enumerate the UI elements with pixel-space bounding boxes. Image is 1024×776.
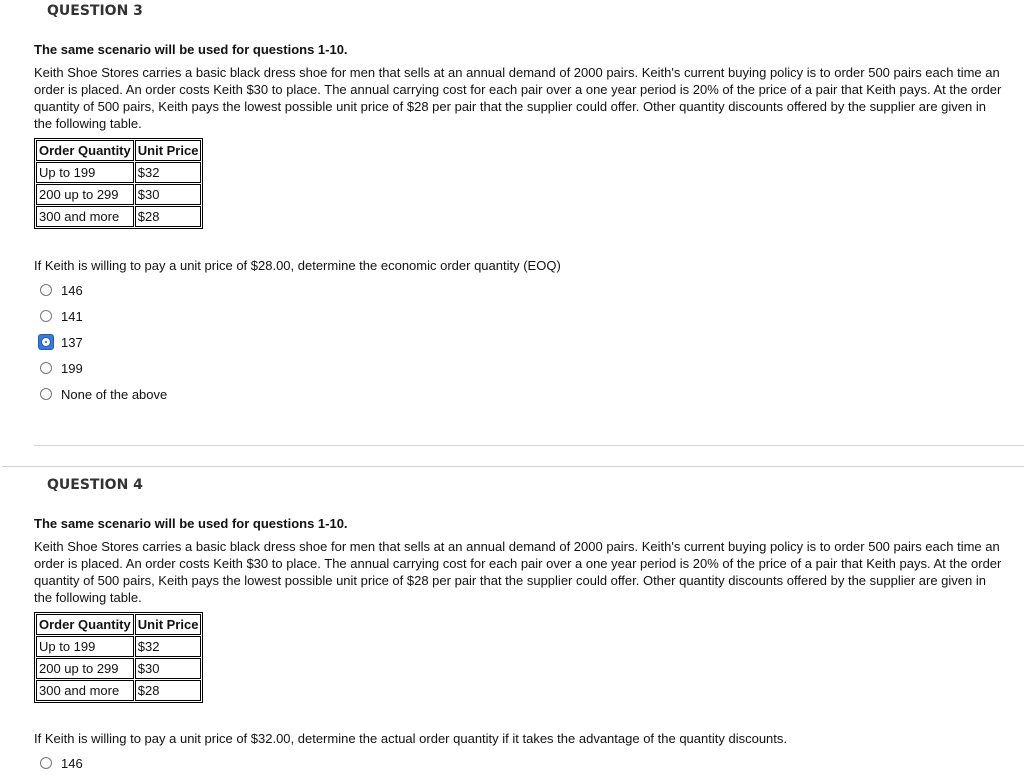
table-row: [36, 162, 201, 183]
table-cell: Up to 199: [36, 162, 134, 183]
question-4-paragraph: Keith Shoe Stores carries a basic black dress shoe for men that sells at an annual demand of 2000 pairs. Keith's current buying policy is to order 500 pairs each time an order is placed. An order costs Keith $30 to place. The annual carrying cost for each pair over a one year period is 20% of the price of a pair that Keith pays. At the order quantity of 500 pairs, Keith pays the lowest possible unit price of $28 per pair that the supplier could offer. Other quantity discounts offered by the supplier are given in the following table.: [34, 539, 1002, 605]
radio-button[interactable]: [40, 284, 52, 296]
answer-option[interactable]: [40, 381, 167, 407]
question-separator: [2, 466, 1024, 467]
radio-button[interactable]: [40, 310, 52, 322]
question-3-title: QUESTION 3: [47, 3, 143, 19]
table-header-row: [36, 140, 201, 161]
table-cell: 200 up to 299: [36, 658, 134, 679]
question-3-paragraph: Keith Shoe Stores carries a basic black dress shoe for men that sells at an annual demand of 2000 pairs. Keith's current buying policy is to order 500 pairs each time an order is placed. An order costs Keith $30 to place. The annual carrying cost for each pair over a one year period is 20% of the price of a pair that Keith pays. At the order quantity of 500 pairs, Keith pays the lowest possible unit price of $28 per pair that the supplier could offer. Other quantity discounts offered by the supplier are given in the following table.: [34, 65, 1002, 131]
answer-option[interactable]: [40, 355, 167, 381]
question-4-scenario: The same scenario will be used for questions 1-10.: [34, 516, 348, 531]
table-cell: $28: [135, 206, 202, 227]
question-3-scenario: The same scenario will be used for questions 1-10.: [34, 42, 348, 57]
table-header-row: [36, 614, 201, 635]
question-4-title: QUESTION 4: [47, 477, 143, 493]
answer-option-label: None of the above: [61, 386, 168, 402]
radio-button-selected[interactable]: [38, 334, 54, 350]
table-cell: 300 and more: [36, 206, 134, 227]
question-3-options: [40, 277, 167, 407]
answer-option[interactable]: [40, 303, 167, 329]
radio-button[interactable]: [40, 362, 52, 374]
table-cell: $30: [135, 658, 202, 679]
answer-option-label: 141: [61, 308, 83, 324]
answer-option[interactable]: [40, 750, 83, 776]
radio-button[interactable]: [40, 388, 52, 400]
question-3-discount-table: [34, 138, 203, 229]
table-cell: $32: [135, 162, 202, 183]
table-cell: 200 up to 299: [36, 184, 134, 205]
table-row: [36, 658, 201, 679]
answer-option-selected[interactable]: [40, 329, 167, 355]
table-header-cell: Order Quantity: [36, 140, 134, 161]
answer-option-label: 146: [61, 755, 83, 771]
table-header-cell: Order Quantity: [36, 614, 134, 635]
divider: [34, 445, 1024, 446]
table-cell: Up to 199: [36, 636, 134, 657]
table-header-cell: Unit Price: [135, 140, 202, 161]
table-row: [36, 680, 201, 701]
table-cell: $28: [135, 680, 202, 701]
table-cell: $32: [135, 636, 202, 657]
radio-button[interactable]: [40, 757, 52, 769]
answer-option-label: 146: [61, 282, 83, 298]
table-row: [36, 206, 201, 227]
table-header-cell: Unit Price: [135, 614, 202, 635]
answer-option-label: 199: [61, 360, 83, 376]
table-row: [36, 636, 201, 657]
answer-option-label: 137: [61, 334, 83, 350]
question-4-discount-table: [34, 612, 203, 703]
question-3-prompt: If Keith is willing to pay a unit price of $28.00, determine the economic order quantity (EOQ): [34, 258, 561, 273]
table-cell: $30: [135, 184, 202, 205]
answer-option[interactable]: [40, 277, 167, 303]
table-row: [36, 184, 201, 205]
question-4-prompt: If Keith is willing to pay a unit price of $32.00, determine the actual order quantity if it takes the advantage of the quantity discounts.: [34, 731, 788, 746]
table-cell: 300 and more: [36, 680, 134, 701]
question-4-options: [40, 750, 83, 776]
